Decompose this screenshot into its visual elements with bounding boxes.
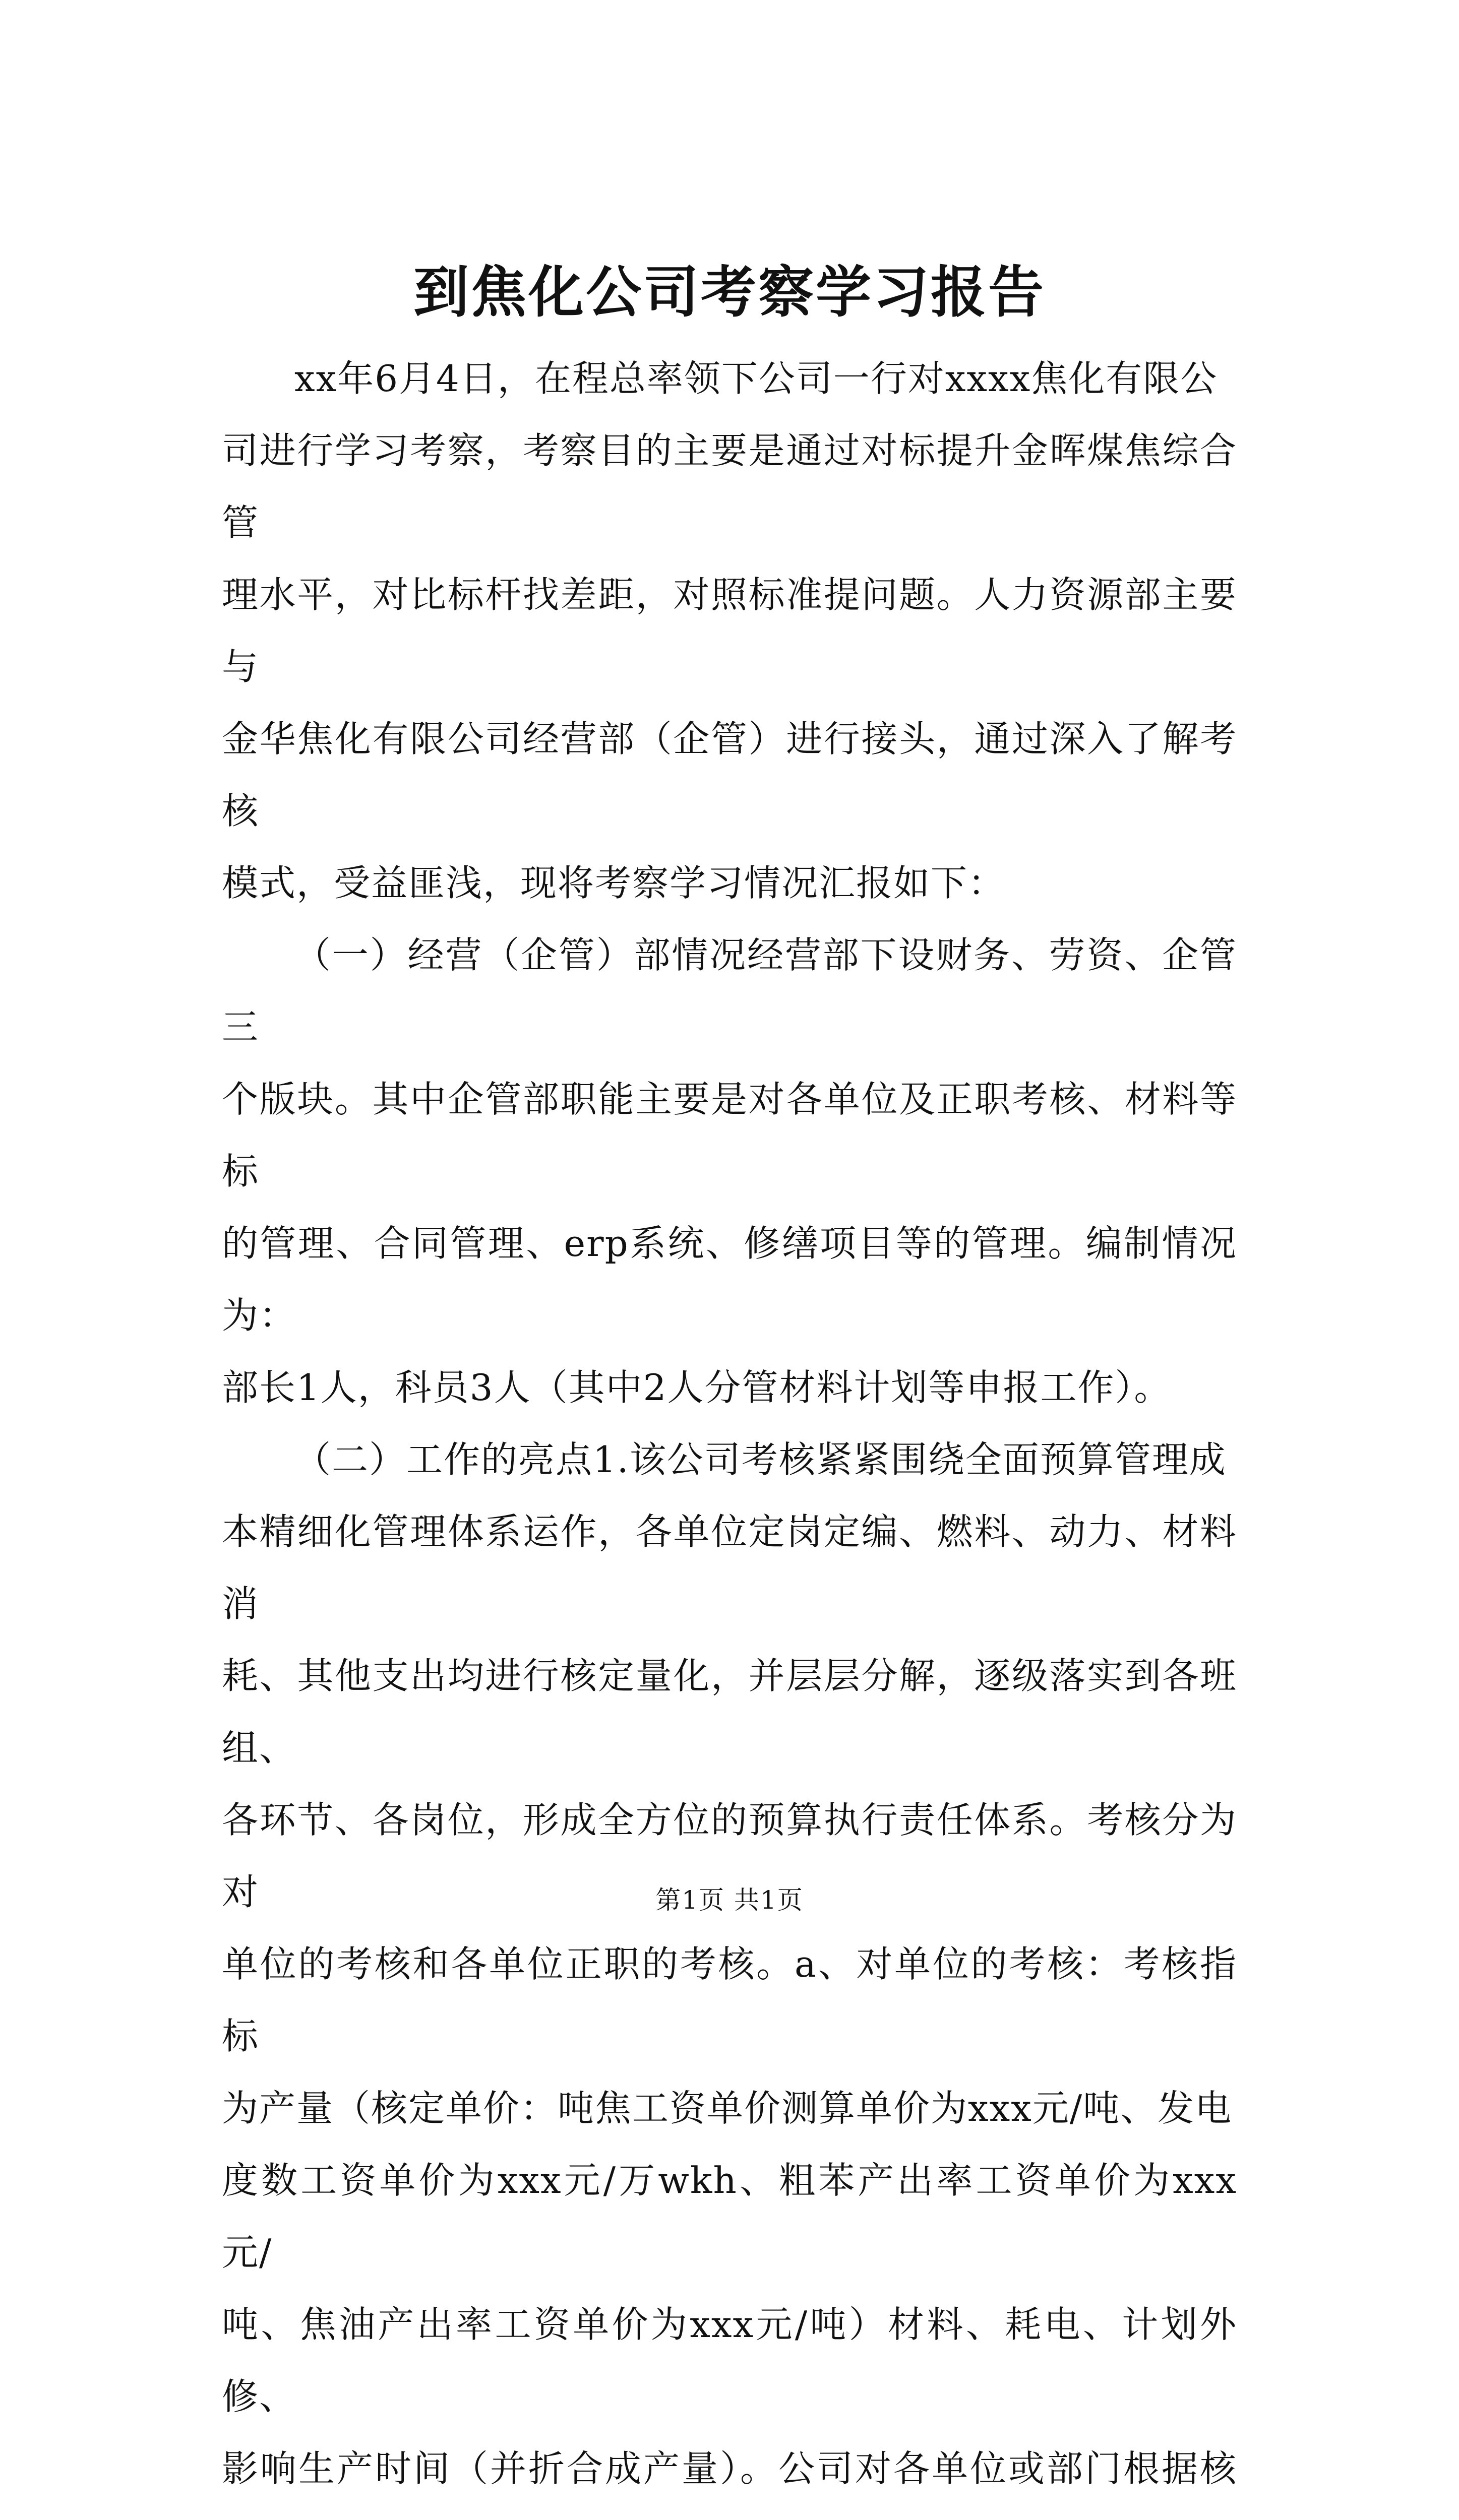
paragraph-department-overview: （一）经营（企管）部情况经营部下设财务、劳资、企管三 个版块。其中企管部职能主要是对各单位及正职考核、材料等标 的管理、合同管理、erp系统、修缮项目等的管理。编制情况为： 部长1人，科员3人（其中2人分管材料计划等申报工作）。 — [222, 934, 1237, 1409]
paragraph-work-highlights: （二）工作的亮点1.该公司考核紧紧围绕全面预算管理成 本精细化管理体系运作，各单位定岗定编、燃料、动力、材料消 耗、其他支出均进行核定量化，并层层分解，逐级落实到各班组、 各环节、各岗位，形成全方位的预算执行责任体系。考核分为对 单位的考核和各单位正职的考核。a、对单位的考核：考核指标 为产量（核定单价：吨焦工资单价测算单价为xxx元/吨、发电 度数工资单价为xxx元/万wkh、粗苯产出率工资单价为xxx元/ 吨、焦油产出率工资单价为xxx元/吨）材料、耗电、计划外修、 影响生产时间（并折合成产量）。公司对各单位或部门根据核 — [222, 1438, 1237, 2490]
paragraph-intro: xx年6月4日，在程总率领下公司一行对xxxx焦化有限公 司进行学习考察，考察目的主要是通过对标提升金晖煤焦综合管 理水平，对比标杆找差距，对照标准提问题。人力资源部主要与 金华焦化有限公司经营部（企管）进行接头，通过深入了解考核 模式，受益匪浅，现将考察学习情况汇报如下： — [222, 357, 1237, 904]
document-body — [222, 343, 1237, 2520]
page-footer: 第1页 共1页 — [655, 1885, 804, 1915]
document-title: 到焦化公司考察学习报告 — [413, 260, 1046, 325]
